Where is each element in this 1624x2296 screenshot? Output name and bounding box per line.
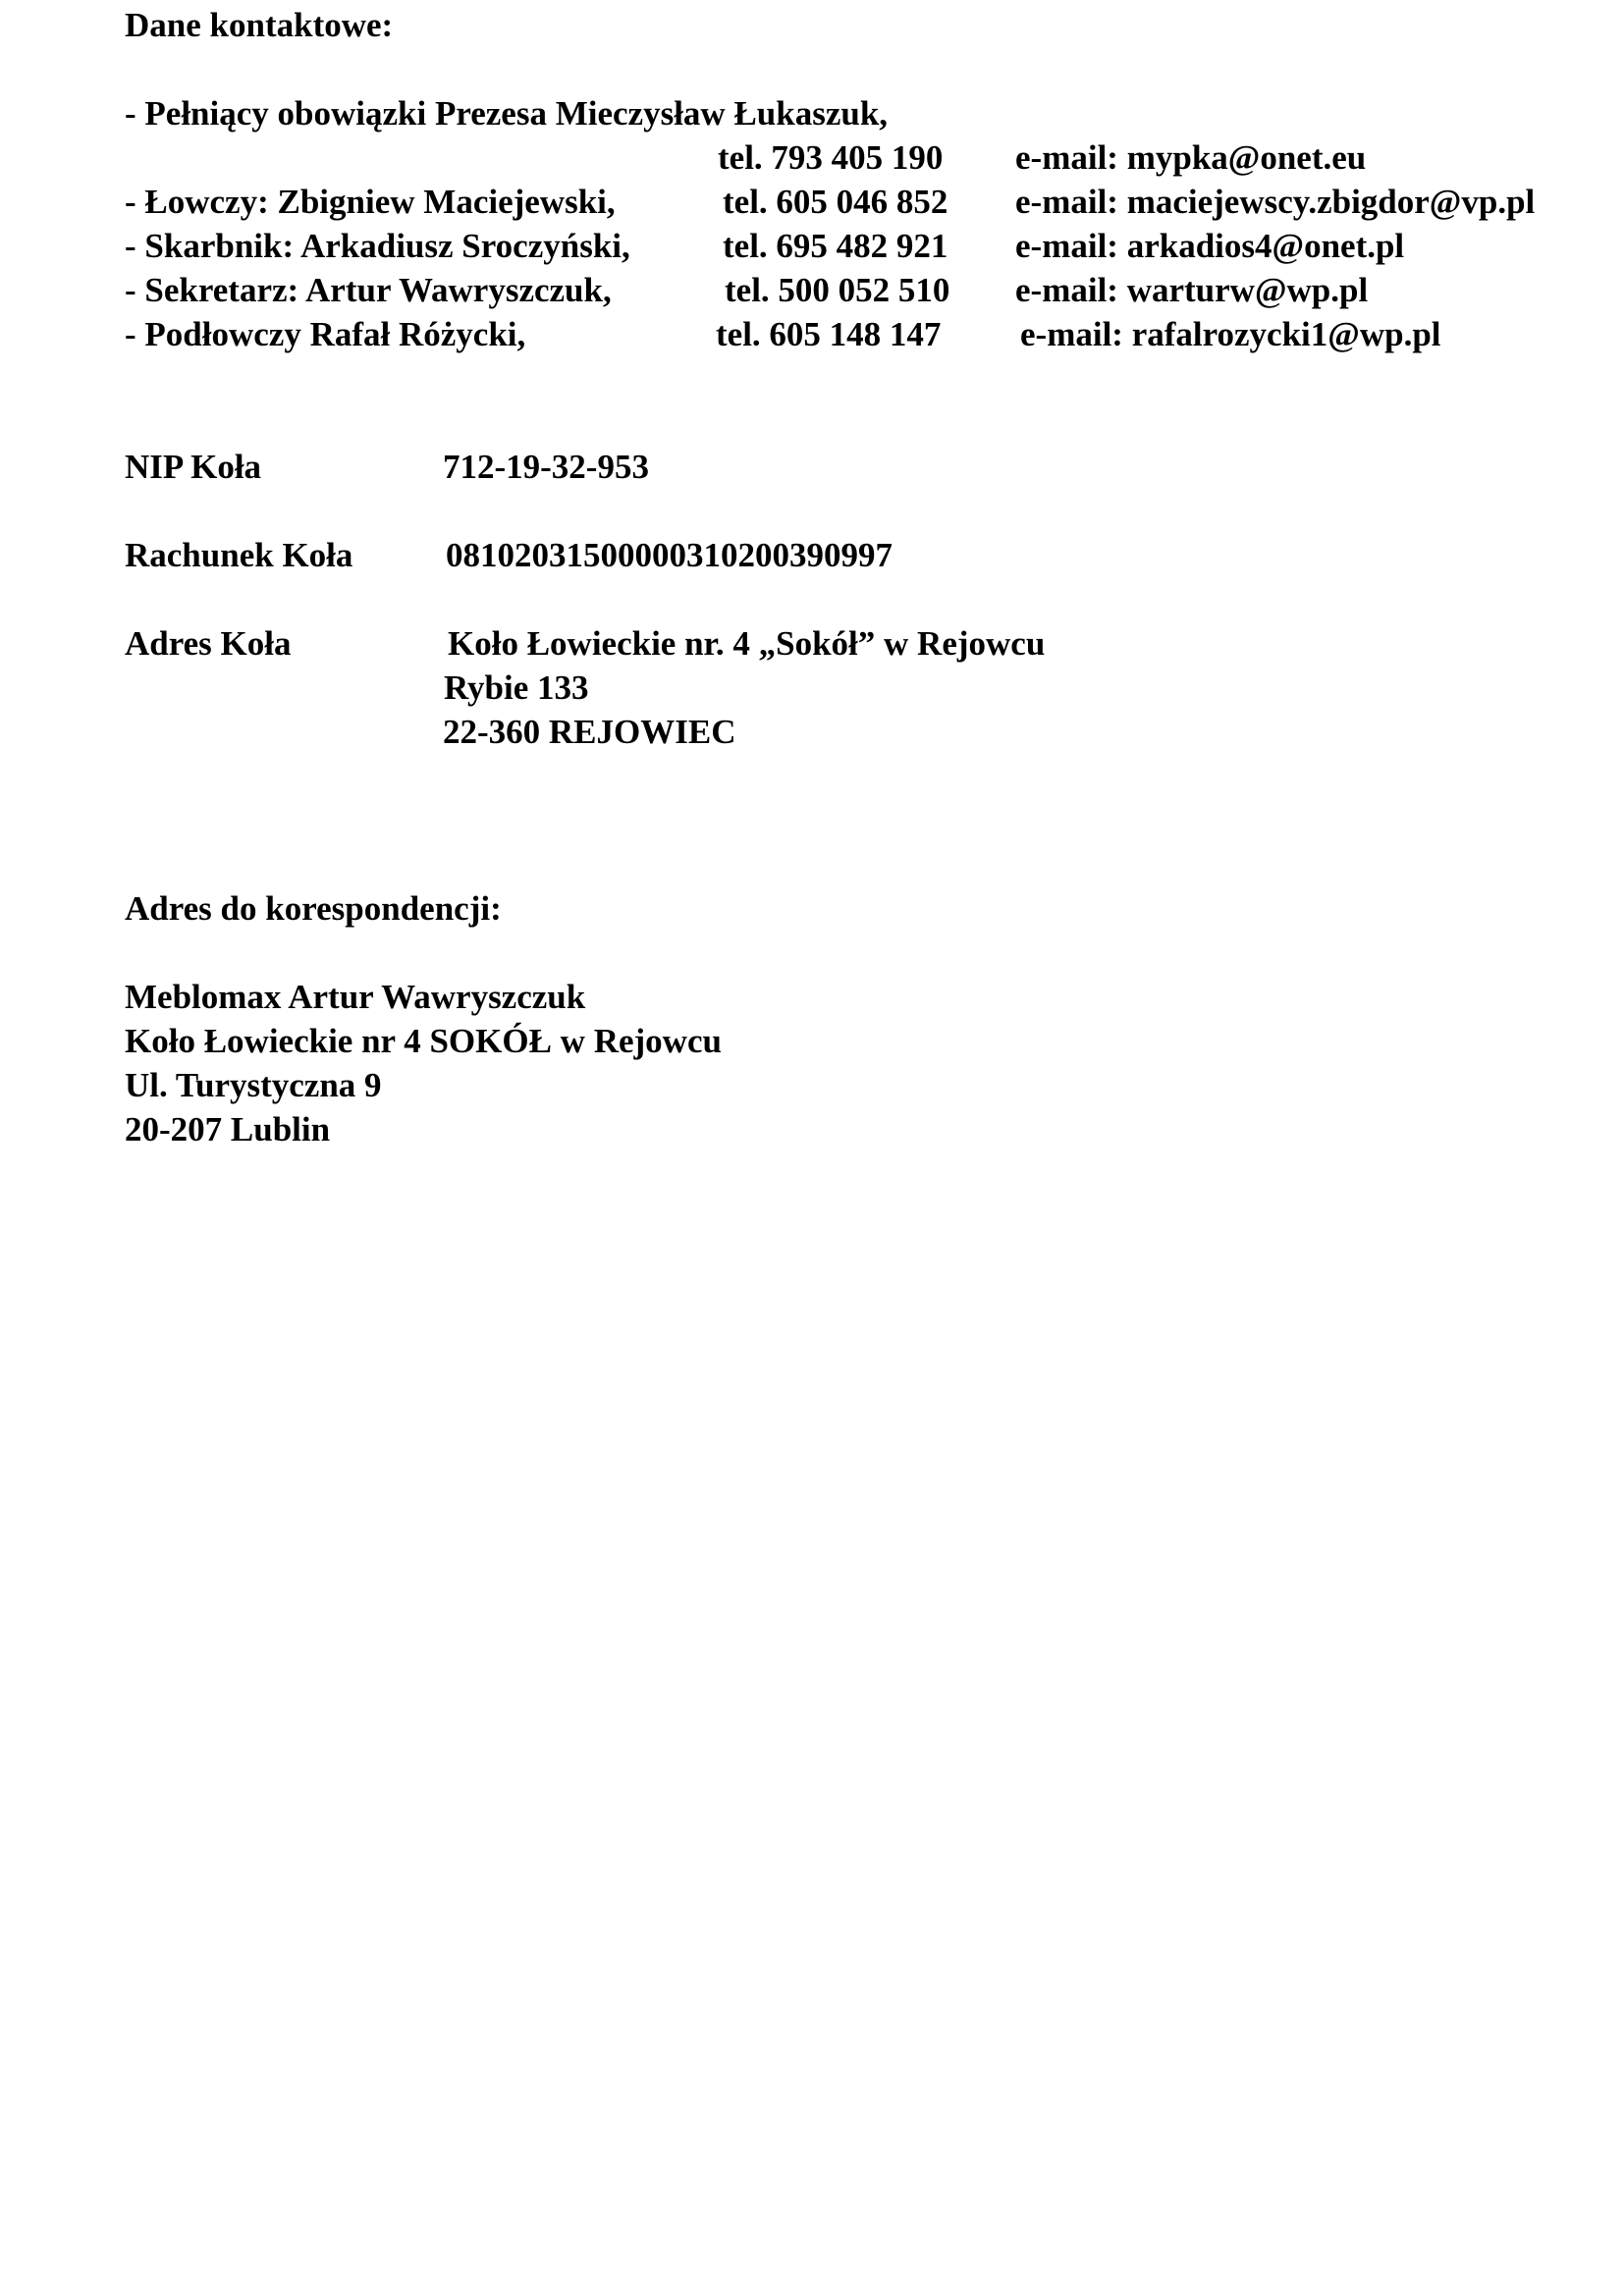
secretary-role-name: - Sekretarz: Artur Wawryszczuk, bbox=[125, 271, 612, 309]
treasurer-email: e-mail: arkadios4@onet.pl bbox=[1015, 227, 1405, 265]
account-label: Rachunek Koła bbox=[125, 536, 353, 574]
correspondence-line-2: Koło Łowieckie nr 4 SOKÓŁ w Rejowcu bbox=[125, 1022, 722, 1060]
treasurer-role-name: - Skarbnik: Arkadiusz Sroczyński, bbox=[125, 227, 630, 265]
address-line-2: Rybie 133 bbox=[444, 668, 589, 707]
nip-value: 712-19-32-953 bbox=[443, 448, 649, 486]
president-tel: tel. 793 405 190 bbox=[718, 138, 944, 177]
secretary-tel: tel. 500 052 510 bbox=[725, 271, 950, 309]
hunter-tel: tel. 605 046 852 bbox=[723, 183, 948, 221]
assistant-hunter-role-name: - Podłowczy Rafał Różycki, bbox=[125, 315, 526, 353]
treasurer-tel: tel. 695 482 921 bbox=[723, 227, 948, 265]
account-value: 08102031500000310200390997 bbox=[446, 536, 893, 574]
nip-label: NIP Koła bbox=[125, 448, 262, 486]
contacts-heading: Dane kontaktowe: bbox=[125, 6, 394, 44]
correspondence-line-1: Meblomax Artur Wawryszczuk bbox=[125, 978, 586, 1016]
secretary-email: e-mail: warturw@wp.pl bbox=[1015, 271, 1369, 309]
address-label: Adres Koła bbox=[125, 624, 292, 663]
correspondence-line-3: Ul. Turystyczna 9 bbox=[125, 1066, 382, 1104]
correspondence-heading: Adres do korespondencji: bbox=[125, 889, 502, 928]
hunter-email: e-mail: maciejewscy.zbigdor@vp.pl bbox=[1015, 183, 1536, 221]
address-line-1: Koło Łowieckie nr. 4 „Sokół” w Rejowcu bbox=[448, 624, 1046, 663]
correspondence-line-4: 20-207 Lublin bbox=[125, 1110, 331, 1148]
assistant-hunter-tel: tel. 605 148 147 bbox=[716, 315, 942, 353]
president-email: e-mail: mypka@onet.eu bbox=[1015, 138, 1367, 177]
hunter-role-name: - Łowczy: Zbigniew Maciejewski, bbox=[125, 183, 616, 221]
address-line-3: 22-360 REJOWIEC bbox=[443, 713, 736, 751]
president-role-name: - Pełniący obowiązki Prezesa Mieczysław Łukaszuk, bbox=[125, 94, 889, 133]
assistant-hunter-email: e-mail: rafalrozycki1@wp.pl bbox=[1020, 315, 1441, 353]
